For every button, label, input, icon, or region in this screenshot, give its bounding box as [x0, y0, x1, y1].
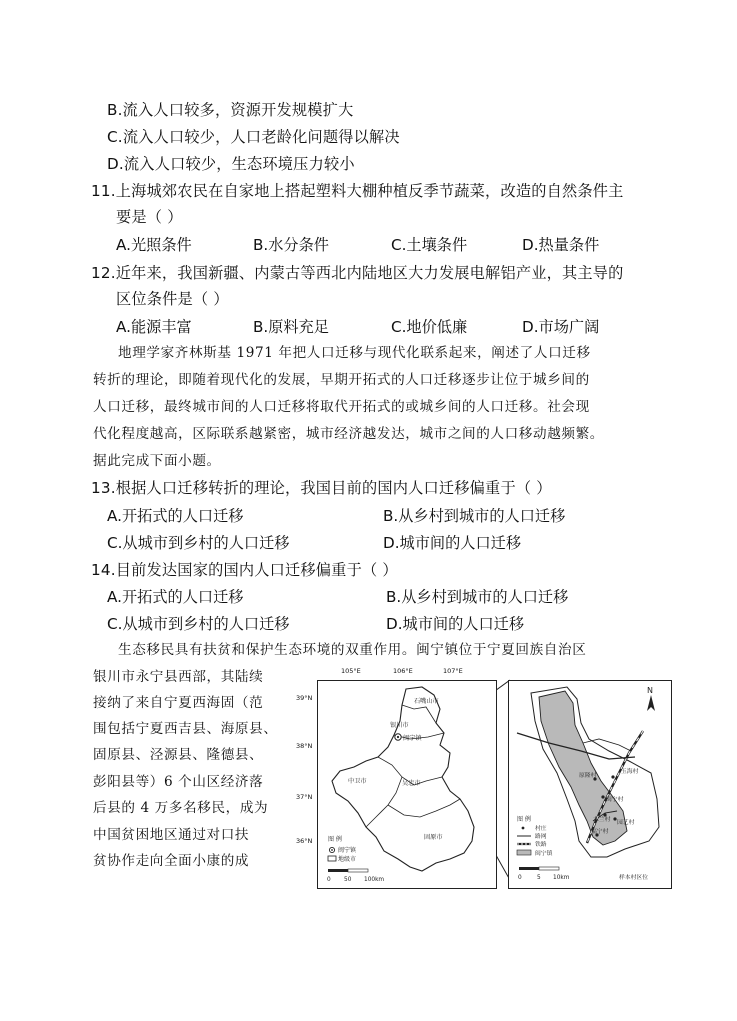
- city-label: 石嘴山市: [414, 698, 439, 705]
- q14-option-b: B.从乡村到城市的人口迁移: [386, 588, 569, 606]
- q12-option-a: A.能源丰富: [116, 318, 192, 336]
- lon-label: 107°E: [443, 667, 463, 675]
- scale-label: 50: [344, 877, 352, 883]
- q13-option-a: A.开拓式的人口迁移: [107, 507, 244, 525]
- q11-stem-line2: 要是（ ）: [116, 208, 183, 226]
- ningxia-map: [317, 680, 497, 889]
- q12-stem-line2: 区位条件是（ ）: [116, 290, 229, 308]
- village-label: 园艺村: [617, 820, 635, 826]
- map2-legend-item: 村庄: [535, 826, 547, 832]
- passage2-wrap-line: 固原县、泾源县、隆德县、: [93, 747, 264, 763]
- map1-legend-title: 图 例: [328, 836, 342, 843]
- q14-stem: 14.目前发达国家的国内人口迁移偏重于（ ）: [91, 561, 398, 579]
- lon-label: 105°E: [341, 667, 361, 675]
- map2-legend-item: 路网: [535, 834, 547, 840]
- q14-option-a: A.开拓式的人口迁移: [107, 588, 244, 606]
- q12-option-d: D.市场广阔: [522, 318, 600, 336]
- passage2-wrap-line: 接纳了来自宁夏西海固（范: [93, 695, 264, 711]
- passage2-wrap-line: 中国贫困地区通过对口扶: [93, 827, 250, 843]
- passage2-wrap-line: 后县的 4 万多名移民，成为: [93, 800, 269, 816]
- passage2-wrap-line: 围包括宁夏西吉县、海原县、: [93, 721, 278, 737]
- map2-caption: 样本村区位: [619, 875, 648, 881]
- passage1-line: 地理学家齐林斯基 1971 年把人口迁移与现代化联系起来，阐述了人口迁移: [118, 345, 591, 361]
- north-arrow-label: N: [647, 686, 653, 695]
- scale-label: 0: [518, 875, 522, 881]
- passage2-wrap-line: 贫协作走向全面小康的成: [93, 853, 250, 869]
- lat-label: 38°N: [296, 742, 313, 750]
- city-label: 固原市: [424, 834, 443, 841]
- village-label: 闽宁村: [606, 797, 624, 803]
- q13-option-d: D.城市间的人口迁移: [383, 534, 522, 552]
- q10-option-b: B.流入人口较多，资源开发规模扩大: [107, 101, 354, 119]
- q11-option-b: B.水分条件: [253, 236, 329, 254]
- lat-label: 39°N: [296, 694, 313, 702]
- q11-option-c: C.土壤条件: [391, 236, 468, 254]
- north-arrow-icon: [647, 695, 655, 711]
- city-label: 吴忠市: [402, 780, 421, 787]
- passage2-wrap-line: 银川市永宁县西部，其陆续: [93, 669, 264, 685]
- village-label: 木兰村: [593, 817, 611, 823]
- map2-legend-item: 闽宁镇: [535, 851, 553, 857]
- q14-option-d: D.城市间的人口迁移: [386, 615, 525, 633]
- village-label: 福宁村: [591, 829, 609, 835]
- q12-stem-line1: 12.近年来，我国新疆、内蒙古等西北内陆地区大力发展电解铝产业，其主导的: [91, 264, 624, 282]
- lat-label: 37°N: [296, 793, 313, 801]
- scale-label: 10km: [553, 875, 570, 881]
- q13-stem: 13.根据人口迁移转折的理论，我国目前的国内人口迁移偏重于（ ）: [91, 479, 552, 497]
- q11-option-d: D.热量条件: [522, 236, 600, 254]
- scale-label: 0: [327, 877, 331, 883]
- q13-option-b: B.从乡村到城市的人口迁移: [383, 507, 566, 525]
- city-label: 银川市: [390, 722, 409, 729]
- q11-option-a: A.光照条件: [116, 236, 192, 254]
- passage1-line: 代化程度越高，区际联系越紧密，城市经济越发达，城市之间的人口移动越频繁。: [93, 426, 604, 442]
- q12-option-b: B.原料充足: [253, 318, 329, 336]
- q12-option-c: C.地价低廉: [391, 318, 468, 336]
- city-label: 中卫市: [348, 778, 367, 785]
- scale-label: 5: [537, 875, 541, 881]
- scale-label: 100km: [364, 877, 385, 883]
- map1-legend-item: 闽宁镇: [338, 847, 357, 854]
- passage1-line: 人口迁移，最终城市间的人口迁移将取代开拓式的或城乡间的人口迁移。社会现: [93, 399, 590, 415]
- passage2-wrap-line: 彭阳县等）6 个山区经济落: [93, 774, 264, 790]
- q14-option-c: C.从城市到乡村的人口迁移: [107, 615, 290, 633]
- q10-option-c: C.流入人口较少，人口老龄化问题得以解决: [107, 128, 400, 146]
- passage1-line: 据此完成下面小题。: [93, 453, 221, 469]
- q11-stem-line1: 11.上海城郊农民在自家地上搭起塑料大棚种植反季节蔬菜，改造的自然条件主: [91, 182, 624, 200]
- village-label: 玉海村: [621, 769, 639, 775]
- passage2-line0: 生态移民具有扶贫和保护生态环境的双重作用。闽宁镇位于宁夏回族自治区: [118, 642, 587, 658]
- minning-town-map: [508, 680, 672, 889]
- lat-label: 36°N: [296, 837, 313, 845]
- lon-label: 106°E: [393, 667, 413, 675]
- map2-legend-title: 图 例: [517, 816, 531, 823]
- city-label: 闽宁镇: [403, 735, 422, 742]
- q10-option-d: D.流入人口较少，生态环境压力较小: [107, 155, 355, 173]
- q13-option-c: C.从城市到乡村的人口迁移: [107, 534, 290, 552]
- map2-legend-item: 铁路: [535, 842, 547, 848]
- village-label: 原隆村: [579, 773, 597, 779]
- map1-legend-item: 地级市: [338, 856, 357, 863]
- passage1-line: 转折的理论，即随着现代化的发展，早期开拓式的人口迁移逐步让位于城乡间的: [93, 372, 590, 388]
